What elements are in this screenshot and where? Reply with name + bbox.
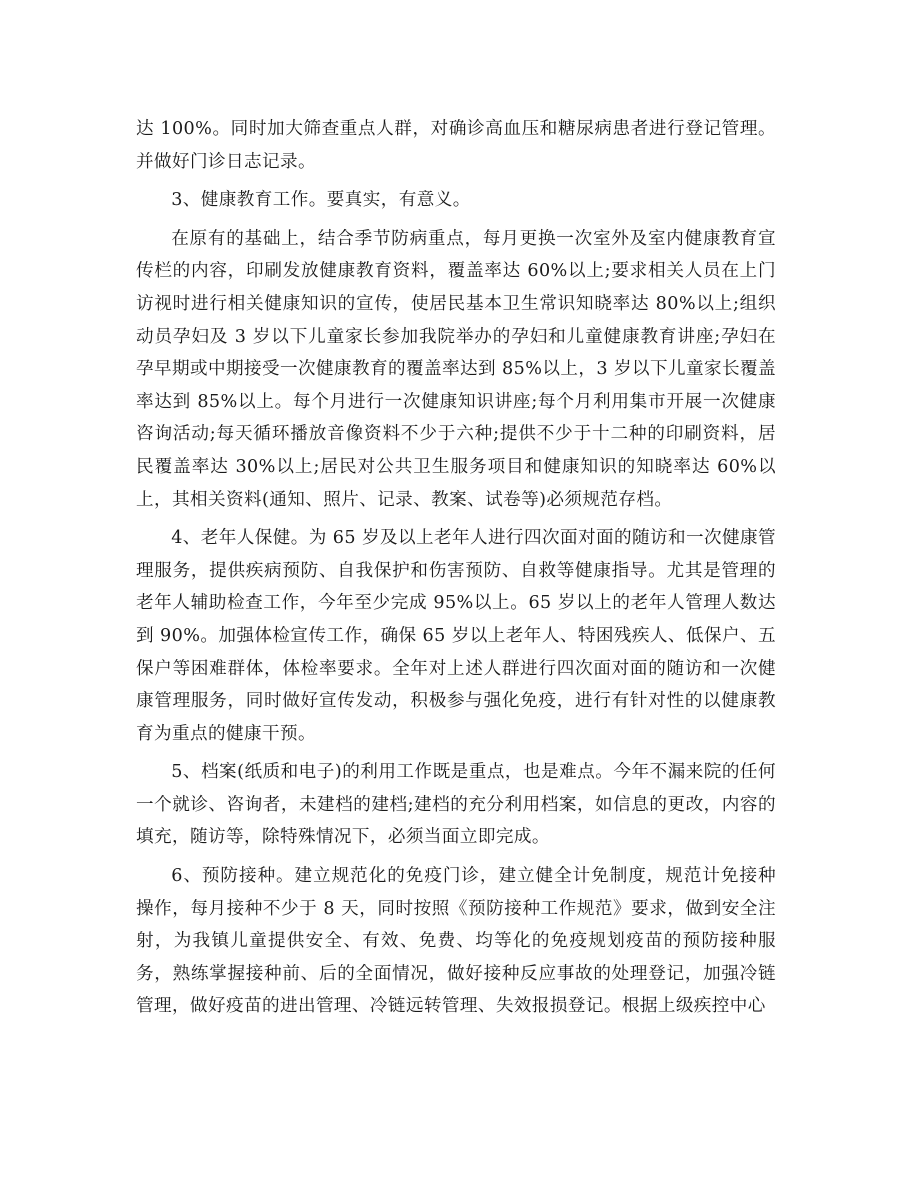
paragraph-elderly-care: 4、老年人保健。为 65 岁及以上老年人进行四次面对面的随访和一次健康管理服务，提供疾病预防、自我保护和伤害预防、自救等健康指导。尤其是管理的老年人辅助检查工作，今年至少完成 95%以上。65 岁以上的老年人管理人数达到 90%。加强体检宣传工作，确保 65 岁以上老年人、特困残疾人、低保户、五保户等困难群体，体检率要求。全年对上述人群进行四次面对面的随访和一次健康管理服务，同时做好宣传发动，积极参与强化免疫，进行有针对性的以健康教育为重点的健康干预。 — [136, 528, 776, 744]
paragraph-continuation: 达 100%。同时加大筛查重点人群，对确诊高血压和糖尿病患者进行登记管理。并做好门诊日志记录。 — [136, 119, 776, 172]
heading-health-education: 3、健康教育工作。要真实，有意义。 — [171, 190, 471, 211]
paragraph-health-education: 在原有的基础上，结合季节防病重点，每月更换一次室外及室内健康教育宣传栏的内容，印刷发放健康教育资料，覆盖率达 60%以上;要求相关人员在上门访视时进行相关健康知识的宣传，使居民基本卫生常识知晓率达 80%以上;组织动员孕妇及 3 岁以下儿童家长参加我院举办的孕妇和儿童健康教育讲座;孕妇在孕早期或中期接受一次健康教育的覆盖率达到 85%以上，3 岁以下儿童家长覆盖率达到 85%以上。每个月进行一次健康知识讲座;每个月利用集市开展一次健康咨询活动;每天循环播放音像资料不少于六种;提供不少于十二种的印刷资料，居民覆盖率达 30%以上;居民对公共卫生服务项目和健康知识的知晓率达 60%以上，其相关资料(通知、照片、记录、教案、试卷等)必须规范存档。 — [136, 228, 776, 510]
paragraph-archives: 5、档案(纸质和电子)的利用工作既是重点，也是难点。今年不漏来院的任何一个就诊、咨询者，未建档的建档;建档的充分利用档案，如信息的更改，内容的填充，随访等，除特殊情况下，必须当面立即完成。 — [136, 762, 776, 848]
paragraph-vaccination: 6、预防接种。建立规范化的免疫门诊，建立健全计免制度，规范计免接种操作，每月接种不少于 8 天，同时按照《预防接种工作规范》要求，做到安全注射，为我镇儿童提供安全、有效、免费、均等化的免疫规划疫苗的预防接种服务，熟练掌握接种前、后的全面情况，做好接种反应事故的处理登记，加强冷链管理，做好疫苗的进出管理、冷链远转管理、失效报损登记。根据上级疾控中心 — [136, 866, 776, 1017]
document-page — [136, 113, 776, 1029]
